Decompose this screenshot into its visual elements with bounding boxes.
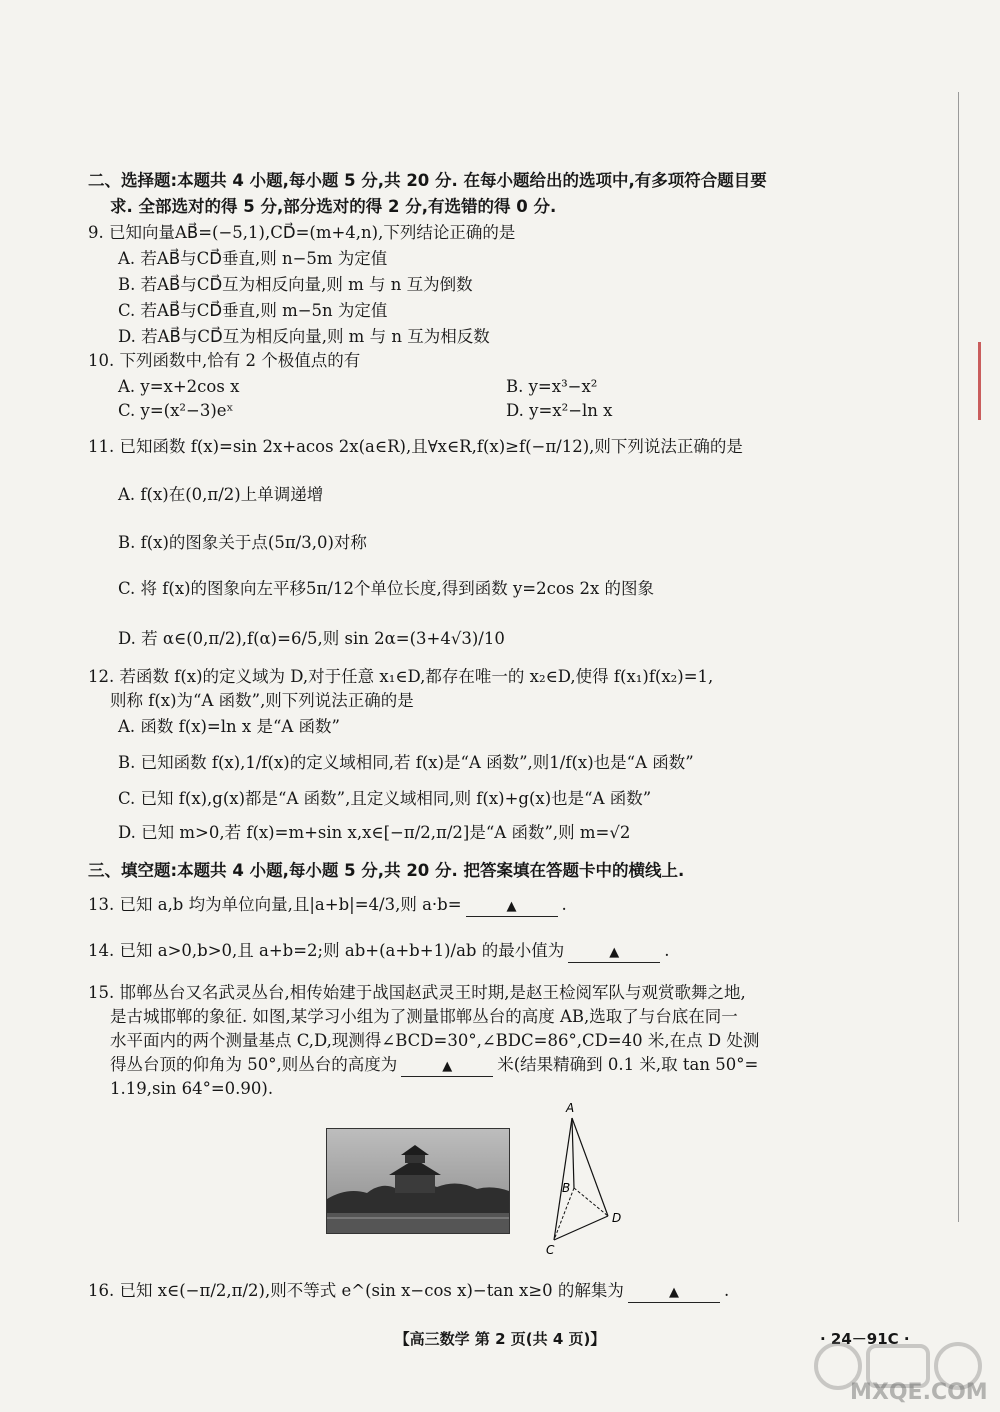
q12-stem-line2: 则称 f(x)为“A 函数”,则下列说法正确的是 [110,691,414,710]
section-3-heading: 三、填空题:本题共 4 小题,每小题 5 分,共 20 分. 把答案填在答题卡中的横线上. [88,861,685,880]
q10-option-c: C. y=(x²−3)eˣ [118,401,234,420]
q13-answer-blank[interactable] [466,896,558,917]
q12-option-b: B. 已知函数 f(x),1/f(x)的定义域相同,若 f(x)是“A 函数”,则1/f(x)也是“A 函数” [118,753,694,772]
q16-end: . [723,1281,730,1300]
q15-answer-blank[interactable] [401,1056,493,1077]
label-b: B [562,1181,571,1195]
label-c: C [546,1243,555,1257]
q15-line3: 水平面内的两个测量基点 C,D,现测得∠BCD=30°,∠BDC=86°,CD=40 米,在点 D 处测 [110,1031,760,1050]
q14-answer-blank[interactable] [568,942,660,963]
q16-text: 16. 已知 x∈(−π/2,π/2),则不等式 e^(sin x−cos x)−tan x≥0 的解集为 [88,1281,624,1300]
congtai-photo [326,1128,510,1234]
q13 [88,894,930,917]
label-a: A [566,1101,575,1115]
q14-text: 14. 已知 a>0,b>0,且 a+b=2;则 ab+(a+b+1)/ab 的最小值为 [88,941,565,960]
q12-option-a: A. 函数 f(x)=ln x 是“A 函数” [118,717,340,736]
section-2-heading-line1: 二、选择题:本题共 4 小题,每小题 5 分,共 20 分. 在每小题给出的选项中,有多项符合题目要 [88,171,767,190]
page-footer: 【高三数学 第 2 页(共 4 页)】 [394,1330,606,1348]
q10-option-a: A. y=x+2cos x [118,377,240,396]
q12-stem-line1: 12. 若函数 f(x)的定义域为 D,对于任意 x₁∈D,都存在唯一的 x₂∈D,使得 f(x₁)f(x₂)=1, [88,667,714,686]
triangle-icon: ▲ [442,1059,453,1074]
section-2-heading-line2: 求. 全部选对的得 5 分,部分选对的得 2 分,有选错的得 0 分. [110,197,557,216]
label-d: D [612,1211,622,1225]
q11-stem: 11. 已知函数 f(x)=sin 2x+acos 2x(a∈R),且∀x∈R,f(x)≥f(−π/12),则下列说法正确的是 [88,437,743,456]
triangle-icon: ▲ [506,899,517,914]
red-margin-mark [978,342,981,420]
q9-option-b: B. 若AB⃗与CD⃗互为相反向量,则 m 与 n 互为倒数 [118,275,473,294]
geometry-diagram [540,1100,640,1260]
q15-line4-pre: 得丛台顶的仰角为 50°,则丛台的高度为 [110,1055,398,1074]
q15-line2: 是古城邯郸的象征. 如图,某学习小组为了测量邯郸丛台的高度 AB,选取了与台底在同一 [110,1007,738,1026]
q15-line4-post: 米(结果精确到 0.1 米,取 tan 50°= [497,1055,759,1074]
q13-end: . [561,895,567,914]
margin-fold-line [958,92,959,1222]
q12-option-d: D. 已知 m>0,若 f(x)=m+sin x,x∈[−π/2,π/2]是“A 函数”,则 m=√2 [118,823,631,842]
q11-option-a: A. f(x)在(0,π/2)上单调递增 [118,485,324,504]
q9-stem: 9. 已知向量AB⃗=(−5,1),CD⃗=(m+4,n),下列结论正确的是 [88,223,516,242]
q13-text: 13. 已知 a,b 均为单位向量,且|a+b|=4/3,则 a·b= [88,895,462,914]
q10-option-b: B. y=x³−x² [506,377,598,396]
exam-code: · 24－91C · [820,1330,910,1348]
q16 [88,1280,930,1303]
q9-option-c: C. 若AB⃗与CD⃗垂直,则 m−5n 为定值 [118,301,388,320]
q14-end: . [664,941,670,960]
q10-option-d: D. y=x²−ln x [506,401,613,420]
q14 [88,940,930,963]
q11-option-b: B. f(x)的图象关于点(5π/3,0)对称 [118,533,367,552]
q9-option-a: A. 若AB⃗与CD⃗垂直,则 n−5m 为定值 [118,249,388,268]
edge-cd [554,1216,608,1240]
q9-option-d: D. 若AB⃗与CD⃗互为相反向量,则 m 与 n 互为相反数 [118,327,490,346]
edge-ac [554,1118,572,1240]
q12-option-c: C. 已知 f(x),g(x)都是“A 函数”,且定义域相同,则 f(x)+g(x)也是“A 函数” [118,789,652,808]
triangle-icon: ▲ [668,1285,679,1300]
q10-stem: 10. 下列函数中,恰有 2 个极值点的有 [88,351,361,370]
q11-option-c: C. 将 f(x)的图象向左平移5π/12个单位长度,得到函数 y=2cos 2x 的图象 [118,579,655,598]
q11-option-d: D. 若 α∈(0,π/2),f(α)=6/5,则 sin 2α=(3+4√3)/10 [118,629,505,648]
triangle-icon: ▲ [609,945,620,960]
q16-answer-blank[interactable] [628,1282,720,1303]
edge-ab [572,1118,574,1188]
q15-line5: 1.19,sin 64°=0.90). [110,1079,274,1098]
watermark-text: MXQE.COM [850,1380,988,1405]
q15-line4 [110,1054,930,1077]
q15-line1: 15. 邯郸丛台又名武灵丛台,相传始建于战国赵武灵王时期,是赵王检阅军队与观赏歌舞之地, [88,983,746,1002]
